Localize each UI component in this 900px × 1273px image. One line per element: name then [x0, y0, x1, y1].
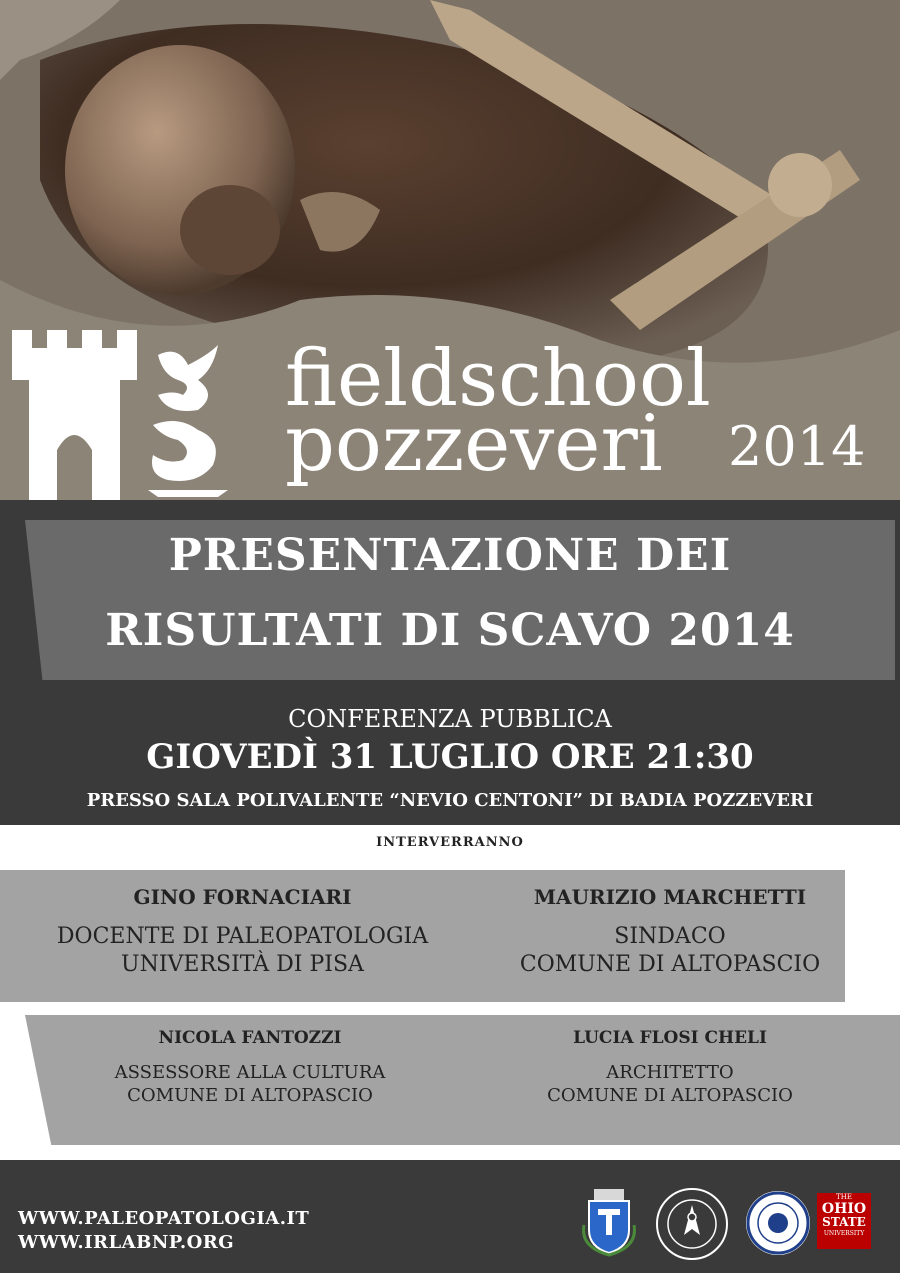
speaker-card: [60, 1028, 440, 1107]
tower-logo: [12, 330, 137, 500]
ohio-state-logo: [817, 1193, 871, 1249]
osu-ohio: OHIO: [821, 1201, 867, 1217]
event-datetime: GIOVEDÌ 31 LUGLIO ORE 21:30: [146, 737, 754, 777]
speaker-card: [490, 1028, 850, 1107]
speaker-role: ARCHITETTO: [606, 1062, 734, 1083]
title-year: 2014: [728, 415, 866, 478]
speaker-card: [470, 885, 870, 978]
speaker-card: [20, 885, 465, 978]
osu-the: THE: [836, 1193, 852, 1201]
event-venue: PRESSO SALA POLIVALENTE “NEVIO CENTONI” DI BADIA POZZEVERI: [86, 790, 814, 811]
speaker-name: GINO FORNACIARI: [133, 885, 352, 909]
speaker-name: NICOLA FANTOZZI: [158, 1028, 342, 1048]
osu-university: UNIVERSITY: [823, 1230, 865, 1237]
pisa-university-seal-logo: [745, 1190, 811, 1256]
municipal-crest-logo: [580, 1185, 638, 1257]
paleopatologia-link[interactable]: WWW.PALEOPATOLOGIA.IT: [18, 1208, 310, 1229]
speaker-affiliation: UNIVERSITÀ DI PISA: [121, 951, 364, 977]
speaker-name: MAURIZIO MARCHETTI: [533, 885, 807, 909]
irlabnp-link[interactable]: WWW.IRLABNP.ORG: [18, 1232, 235, 1253]
speaker-role: ASSESSORE ALLA CULTURA: [114, 1062, 386, 1083]
speaker-affiliation: COMUNE DI ALTOPASCIO: [127, 1084, 373, 1106]
banner-line2: RISULTATI DI SCAVO 2014: [105, 605, 795, 656]
dragon-emblem: [138, 345, 238, 500]
speaker-affiliation: COMUNE DI ALTOPASCIO: [547, 1084, 793, 1106]
osu-state: STATE: [822, 1215, 866, 1229]
event-type: CONFERENZA PUBBLICA: [288, 705, 612, 733]
speaker-role: DOCENTE DI PALEOPATOLOGIA: [56, 924, 429, 949]
speakers-heading: INTERVERRANNO: [376, 835, 524, 850]
title-fieldschool: fieldschool: [285, 334, 711, 424]
banner-line1: PRESENTAZIONE DEI: [168, 530, 732, 581]
title-pozzeveri: pozzeveri: [285, 399, 663, 489]
speaker-name: LUCIA FLOSI CHELI: [573, 1028, 767, 1048]
speaker-role: SINDACO: [614, 924, 726, 949]
university-seal-logo: [655, 1187, 729, 1261]
speaker-affiliation: COMUNE DI ALTOPASCIO: [519, 951, 821, 977]
